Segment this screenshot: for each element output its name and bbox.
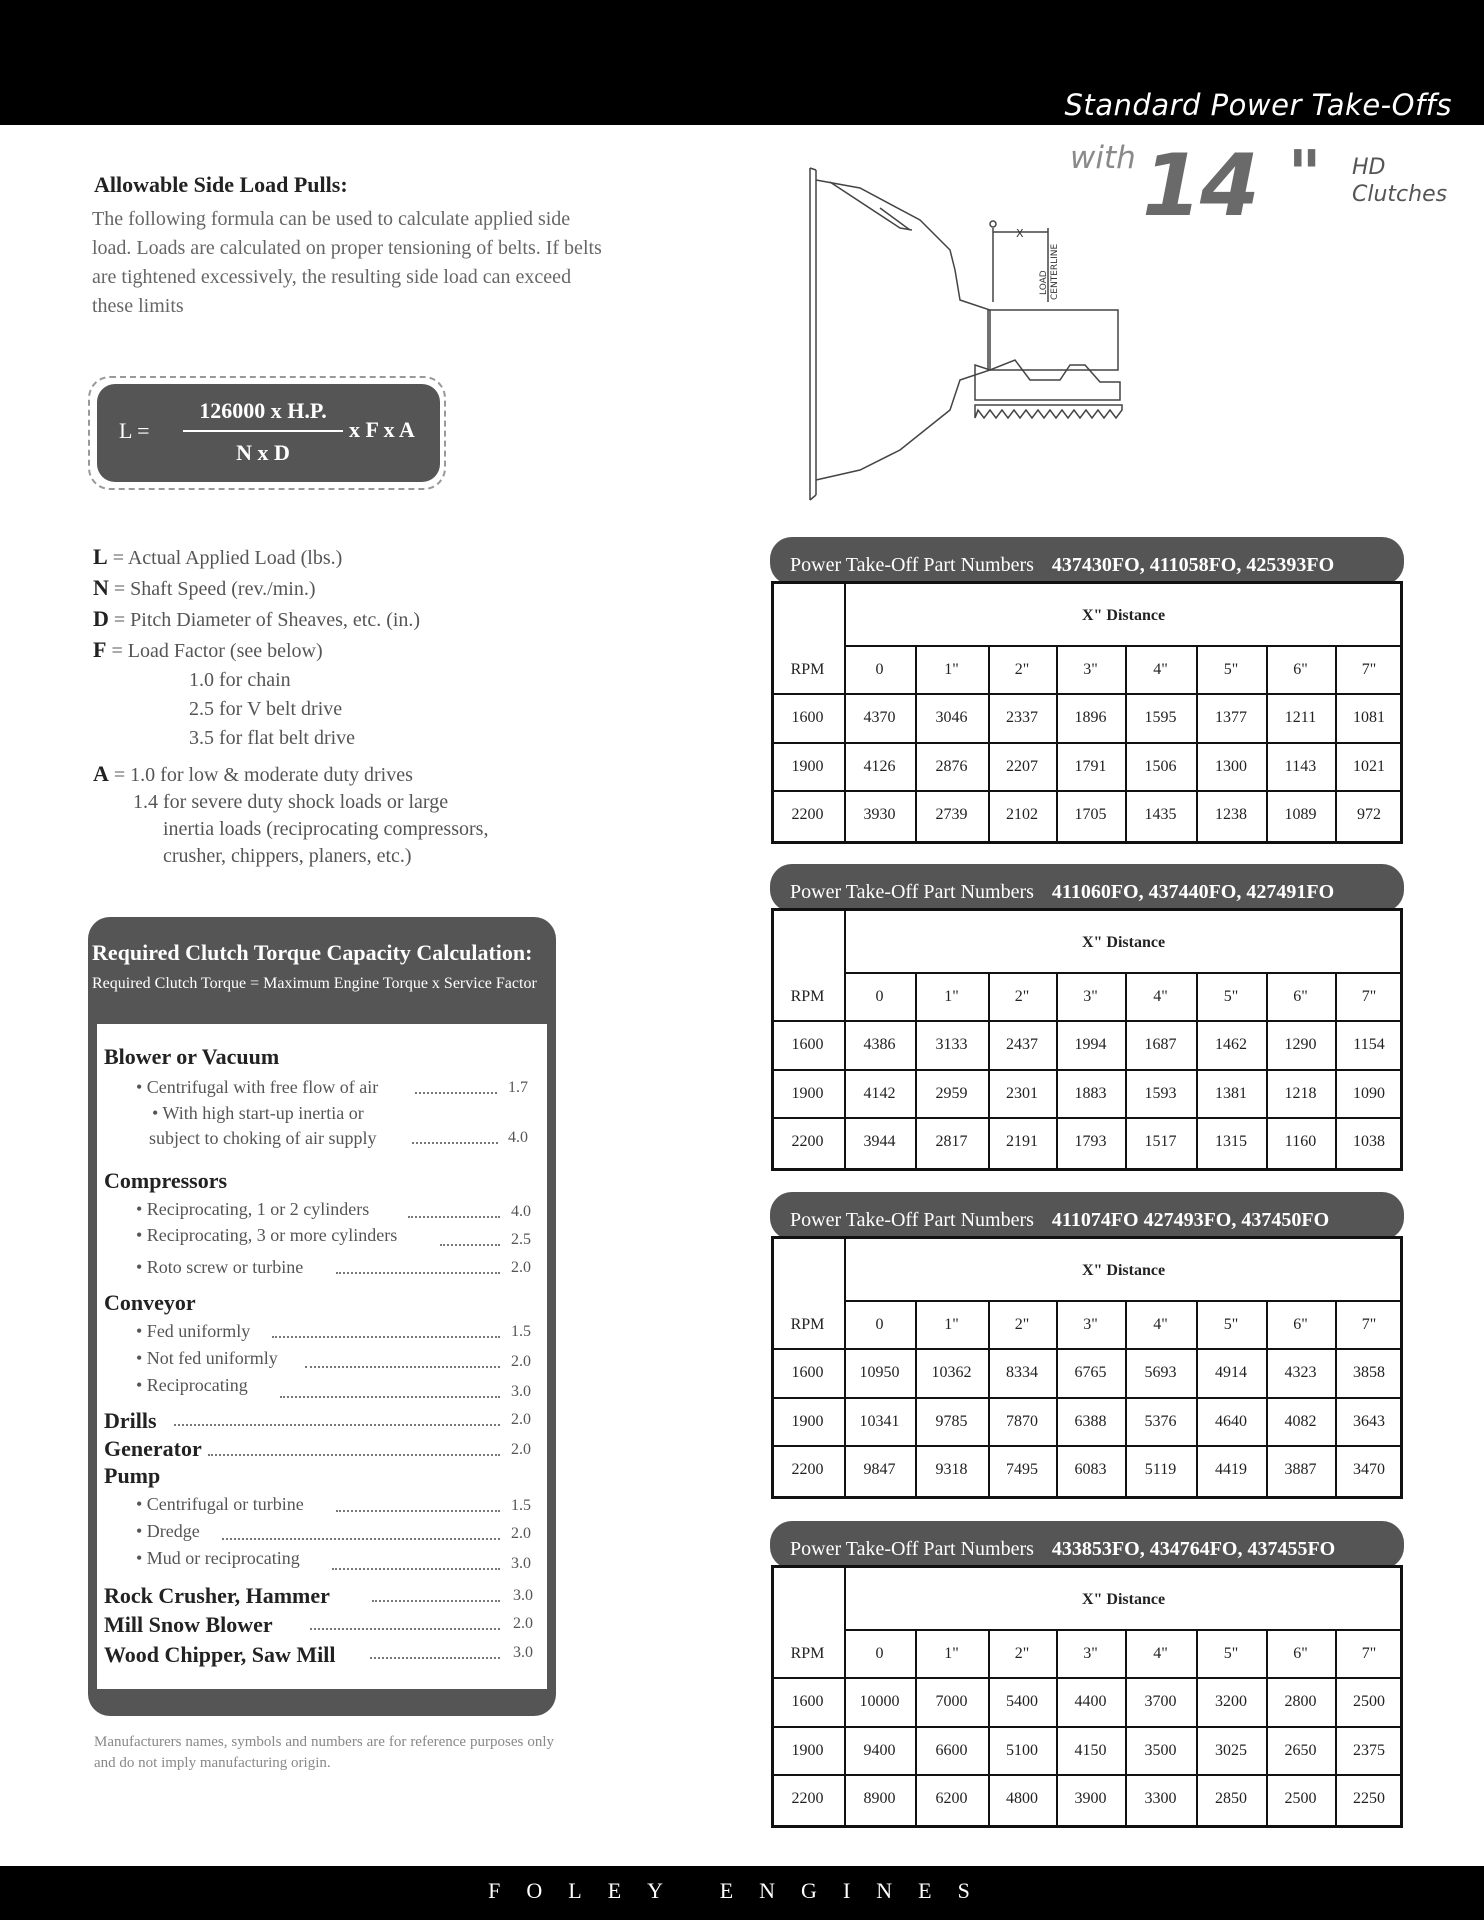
rpm-cell: 1900	[791, 758, 824, 775]
table-title-label: Power Take-Off Part Numbers	[790, 1209, 1034, 1231]
pto-clutch-diagram	[800, 150, 1140, 510]
load-value-cell: 2191	[1006, 1133, 1038, 1150]
load-value-cell: 2207	[1006, 758, 1038, 775]
load-value-cell: 1315	[1215, 1133, 1247, 1150]
load-value-cell: 1883	[1074, 1085, 1107, 1102]
load-value-cell: 1090	[1353, 1085, 1385, 1102]
value-conv-uniform: 1.5	[511, 1323, 531, 1340]
column-header: 2"	[1014, 1645, 1030, 1662]
leader-dots	[310, 1628, 500, 1630]
formula-numerator: 126000 x H.P.	[199, 398, 327, 423]
load-value-cell: 4386	[863, 1036, 896, 1053]
load-value-cell: 2817	[935, 1133, 968, 1150]
definition-a-line4: crusher, chippers, planers, etc.)	[163, 845, 412, 867]
load-value-cell: 4419	[1215, 1461, 1247, 1478]
column-header: 6"	[1293, 988, 1308, 1005]
category-blower: Blower or Vacuum	[104, 1044, 280, 1069]
table-rule	[771, 693, 1403, 695]
diagram-x-label: X	[1016, 227, 1024, 240]
brand-size-number: 14	[1142, 136, 1258, 236]
formula-box	[97, 384, 440, 482]
footer-bar	[0, 1866, 1484, 1920]
definition-f: F = Load Factor (see below)	[93, 637, 323, 662]
load-value-cell: 1211	[1284, 709, 1317, 726]
load-value-cell: 3470	[1353, 1461, 1385, 1478]
load-value-cell: 4082	[1284, 1413, 1317, 1430]
load-value-cell: 1793	[1074, 1133, 1107, 1150]
load-value-cell: 10950	[859, 1364, 900, 1381]
load-value-cell: 7000	[935, 1693, 968, 1710]
value-comp-1-2-cyl: 4.0	[511, 1203, 531, 1220]
load-value-cell: 8334	[1006, 1364, 1038, 1381]
load-value-cell: 3887	[1284, 1461, 1317, 1478]
item-blower-choking: subject to choking of air supply	[149, 1128, 377, 1148]
load-value-cell: 1687	[1144, 1036, 1177, 1053]
column-header: 2"	[1014, 1316, 1030, 1333]
a-definitions	[93, 760, 488, 870]
load-value-cell: 6083	[1074, 1461, 1107, 1478]
load-value-cell: 1081	[1353, 709, 1385, 726]
leader-dots	[336, 1510, 500, 1512]
column-header: 7"	[1361, 1645, 1377, 1662]
item-conv-not-uniform: • Not fed uniformly	[136, 1348, 278, 1368]
table-rule	[771, 1445, 1403, 1447]
value-blower-centrifugal: 1.7	[508, 1079, 528, 1096]
leader-dots	[280, 1396, 500, 1398]
load-value-cell: 1595	[1144, 709, 1177, 726]
value-pump-dredge: 2.0	[511, 1525, 531, 1542]
rpm-cell: 2200	[791, 806, 824, 823]
leader-dots	[222, 1538, 500, 1540]
item-comp-roto-screw: • Roto screw or turbine	[136, 1257, 304, 1277]
rpm-cell: 1600	[791, 1364, 824, 1381]
column-header: 1"	[944, 988, 959, 1005]
category-generator: Generator	[104, 1436, 202, 1461]
load-value-cell: 4370	[863, 709, 896, 726]
load-value-cell: 1506	[1144, 758, 1177, 775]
load-value-cell: 2500	[1284, 1790, 1317, 1807]
leader-dots	[415, 1092, 497, 1094]
category-wood-chipper: Wood Chipper, Saw Mill	[104, 1642, 336, 1667]
leader-dots	[412, 1142, 498, 1144]
load-factor-flat-belt: 3.5 for flat belt drive	[189, 727, 356, 749]
column-header: 5"	[1223, 661, 1239, 678]
table-rule	[771, 742, 1403, 744]
column-header: 1"	[944, 661, 959, 678]
value-blower-inertia: 4.0	[508, 1129, 528, 1146]
load-value-cell: 3700	[1144, 1693, 1177, 1710]
load-value-cell: 3046	[935, 709, 968, 726]
brand-clutches-label: Clutches	[1352, 182, 1448, 207]
table-rule	[771, 1348, 1403, 1350]
column-header: 1"	[944, 1316, 959, 1333]
table-rule	[771, 1397, 1403, 1399]
definition-d: D = Pitch Diameter of Sheaves, etc. (in.)	[93, 606, 421, 631]
distance-header: X" Distance	[1081, 1591, 1166, 1608]
load-value-cell: 9400	[863, 1742, 896, 1759]
value-conv-reciprocating: 3.0	[511, 1383, 531, 1400]
column-header: 5"	[1223, 988, 1239, 1005]
category-rock-crusher: Rock Crusher, Hammer	[104, 1583, 330, 1608]
category-mill-snow-blower: Mill Snow Blower	[104, 1612, 273, 1637]
side-load-description: The following formula can be used to calculate applied side load. Loads are calculated on proper tensioning of belts. If belts are tightened excessively, the resulting side load can exceed these limits	[92, 208, 602, 317]
column-header: 5"	[1223, 1645, 1239, 1662]
load-value-cell: 6388	[1074, 1413, 1107, 1430]
load-value-cell: 10341	[859, 1413, 900, 1430]
load-value-cell: 2301	[1006, 1085, 1038, 1102]
item-blower-centrifugal: • Centrifugal with free flow of air	[136, 1077, 379, 1097]
table-part-numbers: 437430FO, 411058FO, 425393FO	[1051, 554, 1335, 576]
load-value-cell: 3300	[1144, 1790, 1177, 1807]
column-header: 0	[875, 661, 884, 678]
load-value-cell: 3643	[1353, 1413, 1385, 1430]
side-load-heading: Allowable Side Load Pulls:	[94, 172, 348, 197]
column-header: 7"	[1361, 1316, 1377, 1333]
load-value-cell: 1705	[1074, 806, 1107, 823]
distance-header: X" Distance	[1081, 1262, 1166, 1279]
item-comp-1-2-cyl: • Reciprocating, 1 or 2 cylinders	[136, 1199, 370, 1219]
load-value-cell: 2800	[1284, 1693, 1317, 1710]
category-drills: Drills	[104, 1408, 157, 1433]
load-value-cell: 3900	[1074, 1790, 1107, 1807]
load-value-cell: 1290	[1284, 1036, 1317, 1053]
column-header: 4"	[1153, 1645, 1168, 1662]
column-header: 2"	[1014, 661, 1030, 678]
load-value-cell: 4640	[1215, 1413, 1247, 1430]
leader-dots	[332, 1568, 500, 1570]
table-rule	[771, 1774, 1403, 1776]
item-conv-uniform: • Fed uniformly	[136, 1321, 251, 1341]
load-value-cell: 2876	[935, 758, 968, 775]
category-conveyor: Conveyor	[104, 1290, 196, 1315]
table-part-numbers: 411074FO 427493FO, 437450FO	[1051, 1209, 1330, 1231]
column-header: 0	[875, 988, 884, 1005]
column-header: 1"	[944, 1645, 959, 1662]
load-value-cell: 5119	[1144, 1461, 1177, 1478]
load-value-cell: 9847	[863, 1461, 896, 1478]
column-header: 3"	[1083, 1645, 1098, 1662]
load-value-cell: 4142	[863, 1085, 896, 1102]
column-header: 6"	[1293, 661, 1308, 678]
table-title	[790, 1209, 1329, 1232]
load-value-cell: 2102	[1006, 806, 1038, 823]
definition-a-line2: 1.4 for severe duty shock loads or large	[133, 791, 449, 813]
table-title	[790, 1538, 1335, 1561]
value-rock-crusher: 3.0	[513, 1587, 533, 1604]
rpm-cell: 2200	[791, 1461, 824, 1478]
value-comp-roto-screw: 2.0	[511, 1259, 531, 1276]
load-value-cell: 2250	[1353, 1790, 1385, 1807]
load-value-cell: 3200	[1215, 1693, 1247, 1710]
rpm-cell: 1600	[791, 1036, 824, 1053]
load-value-cell: 7870	[1006, 1413, 1038, 1430]
distance-header: X" Distance	[1081, 607, 1166, 624]
table-rule	[844, 972, 1403, 974]
load-value-cell: 1089	[1284, 806, 1317, 823]
rpm-cell: 1900	[791, 1085, 824, 1102]
table-rule	[771, 1069, 1403, 1071]
load-value-cell: 1038	[1353, 1133, 1385, 1150]
table-title-label: Power Take-Off Part Numbers	[790, 1538, 1034, 1560]
table-rule	[844, 1300, 1403, 1302]
formula-denominator: N x D	[236, 440, 290, 465]
value-pump-mud: 3.0	[511, 1555, 531, 1572]
load-value-cell: 4400	[1074, 1693, 1107, 1710]
load-value-cell: 6200	[935, 1790, 968, 1807]
table-part-numbers: 411060FO, 437440FO, 427491FO	[1051, 881, 1335, 903]
load-value-cell: 8900	[863, 1790, 896, 1807]
load-value-cell: 2375	[1353, 1742, 1385, 1759]
rpm-cell: 1900	[791, 1413, 824, 1430]
distance-header: X" Distance	[1081, 934, 1166, 951]
rpm-cell: 2200	[791, 1790, 824, 1807]
load-value-cell: 2739	[935, 806, 968, 823]
table-rule	[844, 645, 1403, 647]
disclaimer-footnote: Manufacturers names, symbols and numbers are for reference purposes only and do not imply manufacturing origin.	[94, 1734, 554, 1771]
table-rule	[771, 1726, 1403, 1728]
load-value-cell: 5100	[1006, 1742, 1038, 1759]
column-header: 7"	[1361, 988, 1377, 1005]
brand-hd-clutches	[1352, 154, 1447, 208]
formula-lhs: L =	[119, 418, 150, 443]
load-value-cell: 1462	[1215, 1036, 1247, 1053]
page-title: Standard Power Take-Offs	[1064, 88, 1452, 122]
diagram-centerline-label: CENTERLINE	[1050, 243, 1060, 300]
item-pump-dredge: • Dredge	[136, 1521, 200, 1541]
column-header: 3"	[1083, 988, 1098, 1005]
rpm-cell: 2200	[791, 1133, 824, 1150]
rpm-header: RPM	[790, 1645, 825, 1662]
load-value-cell: 1021	[1353, 758, 1385, 775]
table-title	[790, 554, 1334, 577]
load-value-cell: 1381	[1215, 1085, 1247, 1102]
value-drills: 2.0	[511, 1411, 531, 1428]
formula-multipliers: x F x A	[349, 417, 415, 442]
load-value-cell: 4126	[863, 758, 896, 775]
service-factor-subtitle: Required Clutch Torque = Maximum Engine Torque x Service Factor	[92, 975, 537, 992]
value-mill-snow-blower: 2.0	[513, 1615, 533, 1632]
value-generator: 2.0	[511, 1441, 531, 1458]
load-value-cell: 10000	[859, 1693, 900, 1710]
table-rule	[771, 790, 1403, 792]
definition-n: N = Shaft Speed (rev./min.)	[93, 575, 316, 600]
leader-dots	[272, 1336, 500, 1338]
formula-fraction-bar	[183, 430, 343, 432]
load-value-cell: 2850	[1215, 1790, 1247, 1807]
column-header: 5"	[1223, 1316, 1239, 1333]
load-value-cell: 10362	[931, 1364, 972, 1381]
column-header: 3"	[1083, 1316, 1098, 1333]
brand-inch-mark: "	[1288, 138, 1322, 212]
column-header: 7"	[1361, 661, 1377, 678]
load-value-cell: 1791	[1074, 758, 1107, 775]
load-value-cell: 2337	[1006, 709, 1038, 726]
load-value-cell: 7495	[1006, 1461, 1038, 1478]
load-value-cell: 2959	[935, 1085, 968, 1102]
column-header: 4"	[1153, 1316, 1168, 1333]
table-rule	[771, 1117, 1403, 1119]
load-value-cell: 1994	[1074, 1036, 1107, 1053]
load-value-cell: 1593	[1144, 1085, 1177, 1102]
load-value-cell: 3944	[863, 1133, 896, 1150]
category-pump: Pump	[104, 1463, 161, 1488]
table-rule	[771, 1020, 1403, 1022]
column-header: 4"	[1153, 988, 1168, 1005]
diagram-load-label: LOAD	[1039, 270, 1049, 295]
item-pump-mud: • Mud or reciprocating	[136, 1548, 300, 1568]
item-comp-3-cyl: • Reciprocating, 3 or more cylinders	[136, 1225, 398, 1245]
leader-dots	[174, 1424, 500, 1426]
definition-a: A = 1.0 for low & moderate duty drives	[93, 761, 413, 786]
footer-brand: FOLEY ENGINES	[488, 1878, 996, 1903]
rpm-header: RPM	[790, 988, 825, 1005]
rpm-cell: 1600	[791, 709, 824, 726]
definition-a-line3: inertia loads (reciprocating compressors,	[163, 818, 489, 840]
load-value-cell: 2650	[1284, 1742, 1317, 1759]
column-header: 0	[875, 1645, 884, 1662]
load-value-cell: 4150	[1074, 1742, 1107, 1759]
load-value-cell: 5376	[1144, 1413, 1177, 1430]
load-value-cell: 4914	[1215, 1364, 1247, 1381]
load-value-cell: 4323	[1284, 1364, 1317, 1381]
brand-hd-label: HD	[1352, 155, 1386, 180]
rpm-cell: 1600	[791, 1693, 824, 1710]
definition-l: L = Actual Applied Load (lbs.)	[93, 544, 343, 569]
table-part-numbers: 433853FO, 434764FO, 437455FO	[1051, 1538, 1336, 1560]
value-pump-centrifugal: 1.5	[511, 1497, 531, 1514]
table-rule	[771, 1677, 1403, 1679]
load-value-cell: 1300	[1215, 758, 1247, 775]
column-header: 4"	[1153, 661, 1168, 678]
category-compressors: Compressors	[104, 1168, 228, 1193]
load-value-cell: 3930	[863, 806, 896, 823]
table-title-label: Power Take-Off Part Numbers	[790, 881, 1034, 903]
load-value-cell: 1218	[1284, 1085, 1317, 1102]
load-value-cell: 3025	[1215, 1742, 1247, 1759]
rpm-header: RPM	[790, 661, 825, 678]
leader-dots	[305, 1366, 500, 1368]
load-value-cell: 4800	[1006, 1790, 1038, 1807]
load-value-cell: 3858	[1353, 1364, 1385, 1381]
column-header: 6"	[1293, 1645, 1308, 1662]
leader-dots	[408, 1216, 500, 1218]
load-value-cell: 6765	[1074, 1364, 1107, 1381]
load-value-cell: 2500	[1353, 1693, 1385, 1710]
table-title-label: Power Take-Off Part Numbers	[790, 554, 1034, 576]
load-value-cell: 3133	[935, 1036, 968, 1053]
item-blower-inertia: • With high start-up inertia or	[152, 1103, 364, 1123]
load-factor-chain: 1.0 for chain	[189, 669, 291, 691]
leader-dots	[370, 1657, 500, 1659]
rpm-header: RPM	[790, 1316, 825, 1333]
value-comp-3-cyl: 2.5	[511, 1231, 531, 1248]
table-title	[790, 881, 1334, 904]
item-conv-reciprocating: • Reciprocating	[136, 1375, 248, 1395]
column-header: 3"	[1083, 661, 1098, 678]
rpm-cell: 1900	[791, 1742, 824, 1759]
load-value-cell: 1238	[1215, 806, 1247, 823]
brand-with-label: with	[1070, 140, 1136, 176]
load-value-cell: 3500	[1144, 1742, 1177, 1759]
column-header: 6"	[1293, 1316, 1308, 1333]
load-value-cell: 972	[1357, 806, 1381, 823]
load-value-cell: 1143	[1284, 758, 1317, 775]
load-value-cell: 5693	[1144, 1364, 1177, 1381]
leader-dots	[372, 1600, 500, 1602]
load-value-cell: 6600	[935, 1742, 968, 1759]
load-value-cell: 1160	[1284, 1133, 1317, 1150]
value-wood-chipper: 3.0	[513, 1644, 533, 1661]
table-rule	[844, 1629, 1403, 1631]
load-value-cell: 1435	[1144, 806, 1177, 823]
column-header: 2"	[1014, 988, 1030, 1005]
column-header: 0	[875, 1316, 884, 1333]
leader-dots	[208, 1454, 500, 1456]
header-bar	[0, 0, 1484, 125]
leader-dots	[440, 1244, 500, 1246]
leader-dots	[336, 1272, 500, 1274]
load-value-cell: 9318	[935, 1461, 968, 1478]
load-value-cell: 1377	[1215, 709, 1247, 726]
load-value-cell: 1154	[1353, 1036, 1385, 1053]
load-factor-v-belt: 2.5 for V belt drive	[189, 698, 343, 720]
formula-definitions	[93, 542, 420, 753]
item-pump-centrifugal: • Centrifugal or turbine	[136, 1494, 304, 1514]
value-conv-not-uniform: 2.0	[511, 1353, 531, 1370]
load-value-cell: 5400	[1006, 1693, 1038, 1710]
load-value-cell: 9785	[935, 1413, 968, 1430]
service-factor-title: Required Clutch Torque Capacity Calculation:	[92, 940, 533, 965]
load-value-cell: 1517	[1144, 1133, 1177, 1150]
load-value-cell: 1896	[1074, 709, 1107, 726]
load-value-cell: 2437	[1006, 1036, 1038, 1053]
